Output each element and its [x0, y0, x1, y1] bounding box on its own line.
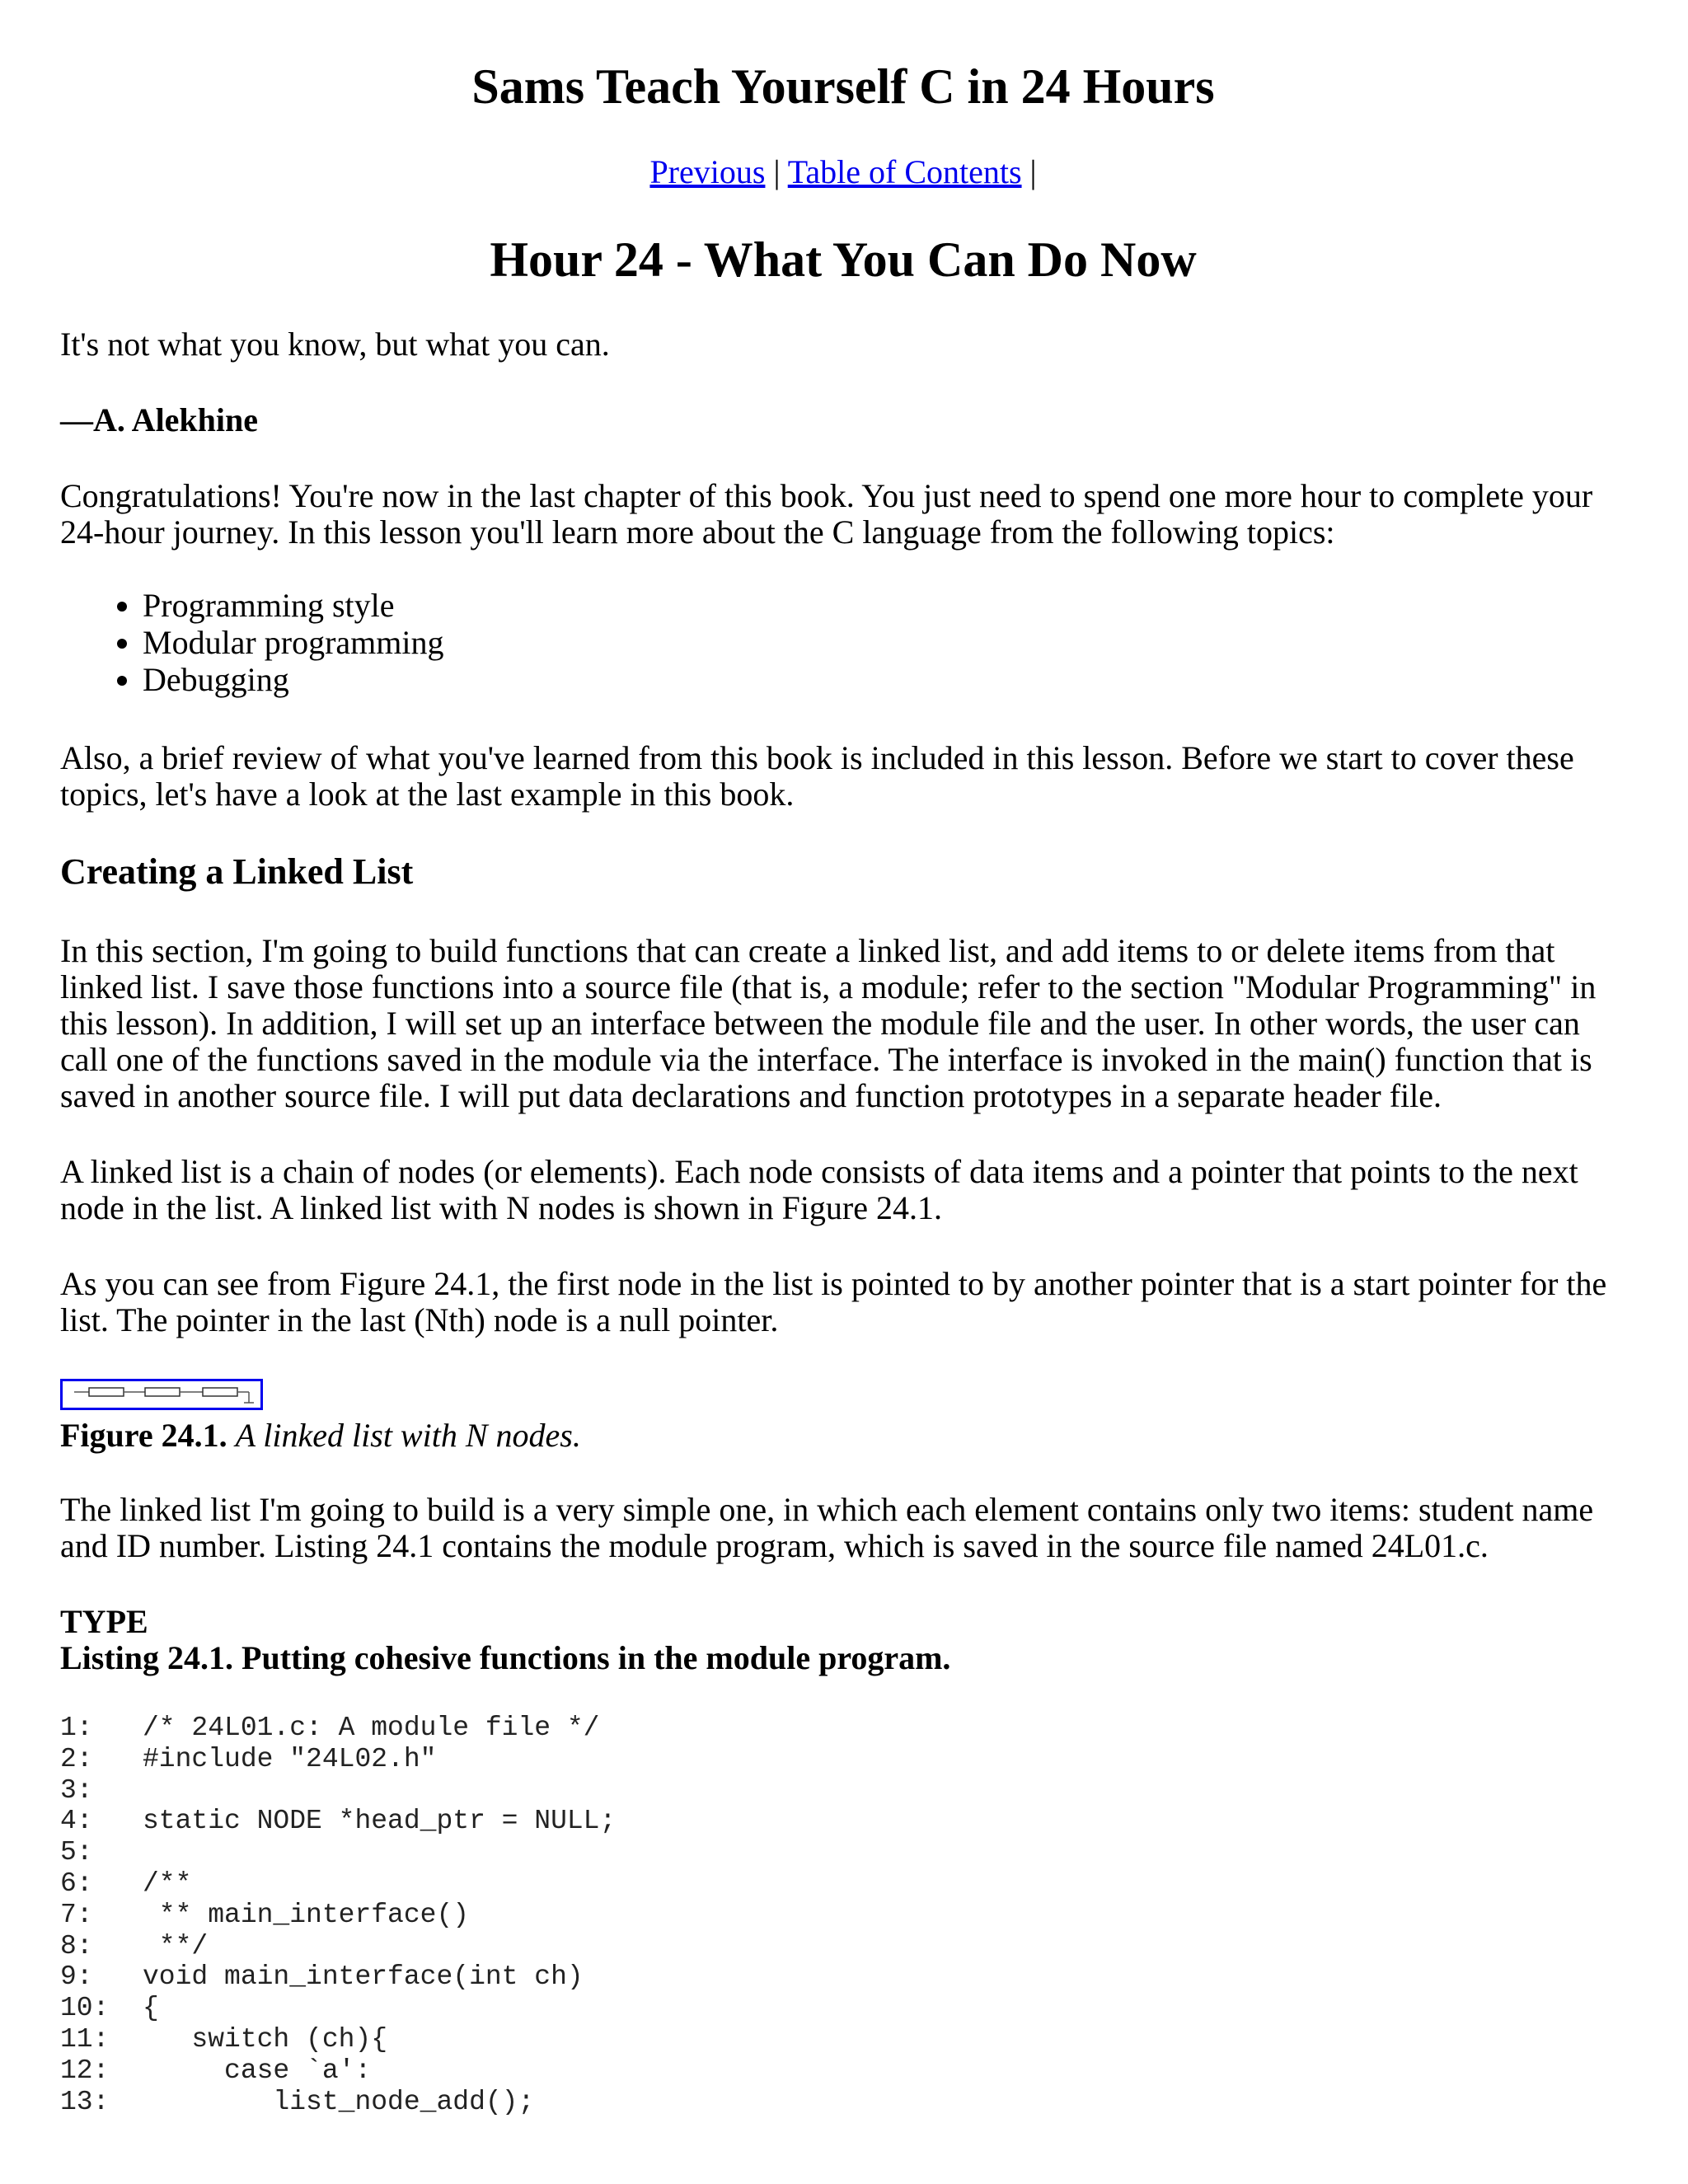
nav-separator: |	[1021, 153, 1037, 190]
code-line	[60, 1713, 616, 1744]
linked-list-diagram-icon	[63, 1381, 260, 1408]
line-number: 6:	[60, 1868, 93, 1899]
line-number: 7:	[60, 1899, 93, 1930]
code-line	[60, 1744, 616, 1775]
hour-title: Hour 24 - What You Can Do Now	[490, 232, 1197, 287]
code-text: **/	[143, 1930, 209, 1961]
code-line	[60, 2024, 616, 2055]
figure-label: Figure 24.1.	[60, 1417, 227, 1454]
figure-caption-text: A linked list with N nodes.	[235, 1417, 581, 1454]
code-line	[60, 1931, 616, 1962]
line-number: 11:	[60, 2023, 110, 2055]
code-text: #include "24L02.h"	[143, 1743, 437, 1774]
list-item: • Modular programming	[143, 624, 444, 661]
section-paragraph-1: In this section, I'm going to build functions that can create a linked list, and add items to or delete items from that linked list. I save those functions into a source file (that is, a module; refer to the section "Modular Programming" in this lesson). In addition, I will set up an interface between the module file and the user. In other words, the user can call one of the functions saved in the module via the interface. The interface is invoked in the main() function that is saved in another source file. I will put data declarations and function prototypes in a separate header file.	[60, 932, 1597, 1114]
epigraph-quote: It's not what you know, but what you can.	[60, 326, 610, 363]
section-paragraph-4: The linked list I'm going to build is a very simple one, in which each element contains only two items: student name and ID number. Listing 24.1 contains the module program, which is saved in the source file named 24L01.c.	[60, 1491, 1594, 1564]
intro-paragraph: Congratulations! You're now in the last chapter of this book. You just need to spend one more hour to complete your 24-hour journey. In this lesson you'll learn more about the C language from the following topics:	[60, 477, 1593, 551]
code-text: /**	[143, 1868, 192, 1899]
code-text: ** main_interface()	[143, 1899, 470, 1930]
epigraph-author: —A. Alekhine	[60, 401, 259, 438]
code-text: list_node_add();	[143, 2086, 535, 2117]
line-number: 3:	[60, 1774, 93, 1806]
listing-title: Listing 24.1. Putting cohesive functions in the module program.	[60, 1639, 951, 1676]
table-of-contents-link[interactable]: Table of Contents	[787, 153, 1022, 190]
code-text: switch (ch){	[143, 2023, 388, 2055]
line-number: 12:	[60, 2055, 110, 2086]
previous-link[interactable]: Previous	[649, 153, 766, 190]
code-line	[60, 1993, 616, 2024]
code-listing	[60, 1713, 616, 2117]
list-item: • Debugging	[143, 661, 444, 698]
figure-caption	[60, 1418, 1626, 1454]
line-number: 5:	[60, 1837, 93, 1868]
line-number: 9:	[60, 1961, 93, 1993]
listing-type: TYPE	[60, 1603, 148, 1640]
line-number: 13:	[60, 2086, 110, 2117]
topics-list	[60, 587, 444, 698]
code-line	[60, 1806, 616, 1837]
nav-bar	[60, 152, 1626, 193]
book-title: Sams Teach Yourself C in 24 Hours	[471, 59, 1215, 114]
code-line	[60, 1961, 616, 1993]
code-line	[60, 1775, 616, 1807]
list-item: • Programming style	[143, 587, 444, 624]
line-number: 2:	[60, 1743, 93, 1774]
code-line	[60, 1837, 616, 1868]
code-text: {	[143, 1993, 159, 2024]
code-line	[60, 2087, 616, 2118]
code-line	[60, 1900, 616, 1931]
code-line	[60, 1868, 616, 1900]
nav-separator: |	[765, 153, 788, 190]
code-text: void main_interface(int ch)	[143, 1961, 584, 1993]
section-heading: Creating a Linked List	[60, 851, 414, 892]
review-paragraph: Also, a brief review of what you've learned from this book is included in this lesson. Before we start to cover these topics, let's have a look at the last example in this book.	[60, 739, 1574, 813]
figure-thumbnail-link[interactable]	[60, 1379, 263, 1410]
line-number: 10:	[60, 1993, 110, 2024]
code-text: static NODE *head_ptr = NULL;	[143, 1806, 617, 1837]
section-paragraph-2: A linked list is a chain of nodes (or elements). Each node consists of data items and a pointer that points to the next node in the list. A linked list with N nodes is shown in Figure 24.1.	[60, 1153, 1578, 1226]
code-text: /* 24L01.c: A module file */	[143, 1713, 600, 1743]
line-number: 4:	[60, 1806, 93, 1837]
code-line	[60, 2055, 616, 2087]
section-paragraph-3: As you can see from Figure 24.1, the first node in the list is pointed to by another pointer that is a start pointer for the list. The pointer in the last (Nth) node is a null pointer.	[60, 1265, 1607, 1338]
line-number: 8:	[60, 1930, 93, 1961]
code-text: case `a':	[143, 2055, 372, 2086]
line-number: 1:	[60, 1713, 93, 1743]
